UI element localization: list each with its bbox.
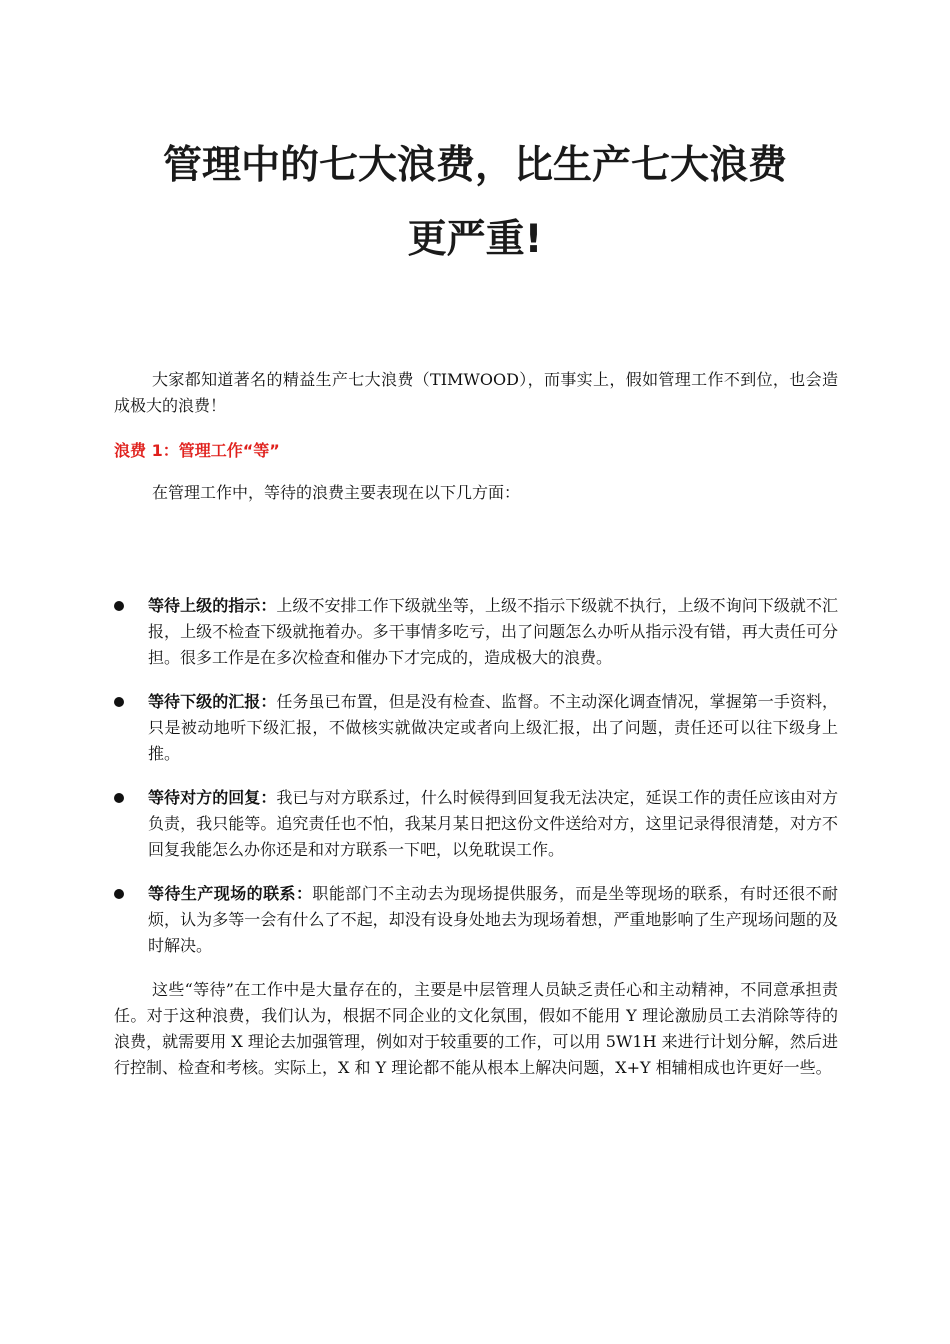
waiting-waste-list	[114, 593, 838, 1099]
list-item-text: 任务虽已布置，但是没有检查、监督。不主动深化调查情况，掌握第一手资料，只是被动地听下级汇报，不做核实就做决定或者向上级汇报，出了问题，责任还可以往下级身上推。	[148, 692, 838, 763]
list-item-lead: 等待下级的汇报：	[148, 692, 277, 711]
bullet-dot-icon	[114, 889, 124, 899]
bullet-dot-icon	[114, 793, 124, 803]
section-intro-paragraph: 在管理工作中，等待的浪费主要表现在以下几方面：	[152, 483, 521, 502]
bullet-dot-icon	[114, 697, 124, 707]
list-item-text: 上级不安排工作下级就坐等，上级不指示下级就不执行，上级不询问下级就不汇报，上级不检查下级就拖着办。多干事情多吃亏，出了问题怎么办听从指示没有错，再大责任可分担。很多工作是在多次检查和催办下才完成的，造成极大的浪费。	[148, 596, 838, 667]
section-heading-waste-1: 浪费 1：管理工作“等”	[114, 441, 280, 460]
list-item	[114, 785, 838, 863]
list-item-lead: 等待对方的回复：	[148, 788, 277, 807]
conclusion-paragraph: 这些“等待”在工作中是大量存在的，主要是中层管理人员缺乏责任心和主动精神，不同意承担责任。对于这种浪费，我们认为，根据不同企业的文化氛围，假如不能用 Y 理论激励员工去消除等待的浪费，就需要用 X 理论去加强管理，例如对于较重要的工作，可以用 5W1H 来进行计划分解，然后进行控制、检查和考核。实际上，X 和 Y 理论都不能从根本上解决问题，X+Y 相辅相成也许更好一些。	[114, 980, 838, 1077]
conclusion-block	[114, 977, 838, 1081]
page-title-line-1: 管理中的七大浪费，比生产七大浪费	[162, 143, 787, 188]
bullet-dot-icon	[114, 601, 124, 611]
list-item	[114, 881, 838, 959]
page-title-line-2: 更严重!	[407, 217, 543, 262]
list-item-lead: 等待上级的指示：	[148, 596, 277, 615]
list-item	[114, 593, 838, 671]
list-item-text: 职能部门不主动去为现场提供服务，而是坐等现场的联系，有时还很不耐烦，认为多等一会有什么了不起，却没有设身处地去为现场着想，严重地影响了生产现场问题的及时解决。	[148, 884, 838, 955]
list-item	[114, 689, 838, 767]
list-item-lead: 等待生产现场的联系：	[148, 884, 313, 903]
intro-paragraph: 大家都知道著名的精益生产七大浪费（TIMWOOD），而事实上，假如管理工作不到位，也会造成极大的浪费！	[114, 370, 838, 415]
list-item-text: 我已与对方联系过，什么时候得到回复我无法决定，延误工作的责任应该由对方负责，我只能等。追究责任也不怕，我某月某日把这份文件送给对方，这里记录得很清楚，对方不回复我能怎么办你还是和对方联系一下吧，以免耽误工作。	[148, 788, 838, 859]
